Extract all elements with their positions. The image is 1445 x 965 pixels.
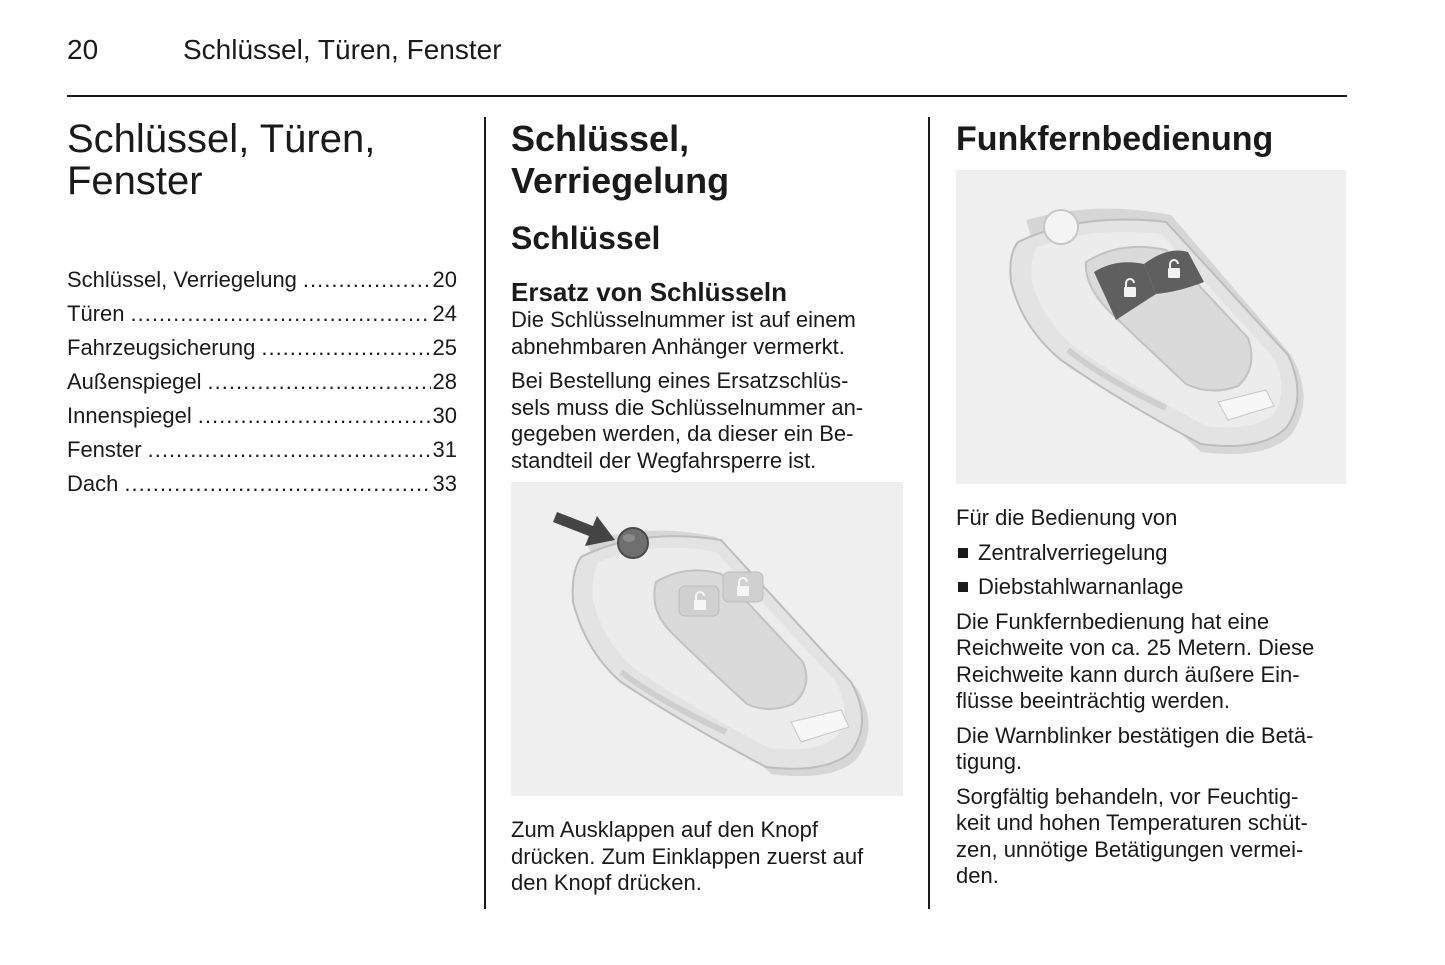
column-divider-2 bbox=[928, 117, 930, 909]
list-item: Zentralverriegelung bbox=[956, 540, 1348, 567]
figure-caption: Zum Ausklappen auf den Knopf drücken. Zum Einklappen zuerst auf den Knopf drücken. bbox=[511, 817, 864, 895]
toc-entry[interactable]: Dach ..... 33 bbox=[67, 471, 457, 505]
paragraph: Sorgfältig behandeln, vor Feuchtig- keit und hohen Temperaturen schüt- zen, unnötige Betätigungen vermei- den. bbox=[956, 783, 1308, 888]
page-number: 20 bbox=[67, 34, 99, 65]
toc-entry[interactable]: Außenspiegel ..... 28 bbox=[67, 369, 457, 403]
subsection-heading: Schlüssel bbox=[511, 220, 661, 256]
toc-entry[interactable]: Türen ..... 24 bbox=[67, 301, 457, 335]
toc-entry[interactable]: Schlüssel, Verriegelung ..... 20 bbox=[67, 267, 457, 301]
chapter-title: Schlüssel, Türen, Fenster bbox=[67, 117, 376, 203]
section-remote-control bbox=[956, 118, 1348, 160]
paragraph: Die Warnblinker bestätigen die Betä- tigung. bbox=[956, 722, 1314, 774]
remote-key-image bbox=[956, 170, 1346, 484]
bullet-square-icon bbox=[958, 548, 968, 558]
paragraph: Bei Bestellung eines Ersatzschlüs- sels muss die Schlüsselnummer an- gegeben werden, da dieser ein Be- standteil der Wegfahrsperre ist. bbox=[511, 368, 864, 473]
remote-key-illustration bbox=[956, 170, 1346, 484]
toc-entry[interactable]: Fenster ..... 31 bbox=[67, 437, 457, 471]
section-heading: Funkfernbedienung bbox=[956, 120, 1274, 158]
subsubsection-heading: Ersatz von Schlüsseln bbox=[511, 277, 787, 307]
paragraph: Für die Bedienung von bbox=[956, 505, 1178, 530]
column-divider-1 bbox=[484, 117, 486, 909]
key-unfold-illustration bbox=[511, 482, 903, 796]
bullet-square-icon bbox=[958, 582, 968, 592]
toc-entry[interactable]: Fahrzeugsicherung ..... 25 bbox=[67, 335, 457, 369]
toc-entry[interactable]: Innenspiegel ..... 30 bbox=[67, 403, 457, 437]
running-header: Schlüssel, Türen, Fenster bbox=[183, 34, 502, 65]
folding-key-image bbox=[511, 482, 903, 796]
remote-control-text bbox=[956, 505, 1348, 890]
paragraph: Die Schlüsselnummer ist auf einem abnehmbaren Anhänger vermerkt. bbox=[511, 307, 856, 359]
header-divider bbox=[67, 95, 1347, 97]
paragraph: Die Funkfernbedienung hat eine Reichweite von ca. 25 Metern. Diese Reichweite kann durch äußere Ein- flüsse beeinträchtig werden. bbox=[956, 608, 1315, 713]
table-of-contents bbox=[67, 267, 457, 505]
section-keys bbox=[511, 118, 906, 509]
section-heading: Schlüssel, Verriegelung bbox=[511, 118, 730, 201]
list-item: Diebstahlwarnanlage bbox=[956, 574, 1348, 601]
